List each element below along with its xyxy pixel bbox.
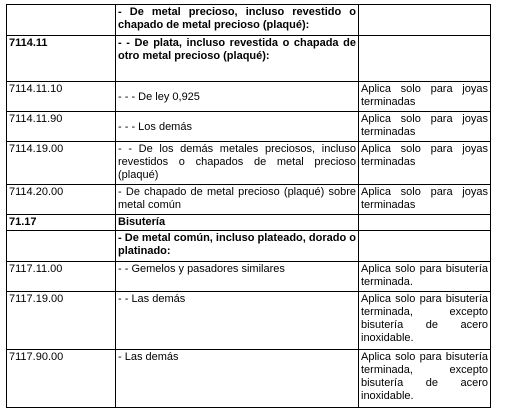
note-cell: Aplica solo para joyas terminadas bbox=[359, 82, 491, 112]
tariff-code-cell: 7114.11.90 bbox=[7, 112, 116, 142]
description-cell: - - Las demás bbox=[116, 292, 359, 350]
description-cell: - De metal precioso, incluso revestido o chapado de metal precioso (plaqué): bbox=[116, 5, 359, 36]
table-row bbox=[7, 142, 491, 185]
note-cell: Aplica solo para joyas terminadas bbox=[359, 142, 491, 185]
description-cell: - - - Los demás bbox=[116, 112, 359, 142]
note-cell: Aplica solo para bisutería terminada, excepto bisutería de acero inoxidable. bbox=[359, 292, 491, 350]
table-row bbox=[7, 262, 491, 292]
note-cell: Aplica solo para joyas terminadas bbox=[359, 112, 491, 142]
note-cell: Aplica solo para joyas terminadas bbox=[359, 185, 491, 215]
table-row bbox=[7, 292, 491, 350]
description-cell: - De metal común, incluso plateado, dorado o platinado: bbox=[116, 231, 359, 262]
description-cell: - - - De ley 0,925 bbox=[116, 82, 359, 112]
table-row bbox=[7, 185, 491, 215]
tariff-code-cell: 7114.20.00 bbox=[7, 185, 116, 215]
note-cell bbox=[359, 36, 491, 82]
table-row bbox=[7, 82, 491, 112]
description-cell: Bisutería bbox=[116, 215, 359, 231]
tariff-code-cell bbox=[7, 231, 116, 262]
table-row bbox=[7, 231, 491, 262]
tariff-table bbox=[6, 4, 491, 408]
tariff-code-cell: 71.17 bbox=[7, 215, 116, 231]
description-cell: - - De plata, incluso revestida o chapada de otro metal precioso (plaqué): bbox=[116, 36, 359, 82]
table-row bbox=[7, 215, 491, 231]
description-cell: - De chapado de metal precioso (plaqué) sobre metal común bbox=[116, 185, 359, 215]
tariff-code-cell: 7117.11.00 bbox=[7, 262, 116, 292]
note-cell: Aplica solo para bisutería terminada, excepto bisutería de acero inoxidable. bbox=[359, 350, 491, 408]
note-cell bbox=[359, 231, 491, 262]
note-cell bbox=[359, 215, 491, 231]
tariff-code-cell bbox=[7, 5, 116, 36]
tariff-code-cell: 7114.11.10 bbox=[7, 82, 116, 112]
note-cell: Aplica solo para bisutería terminada. bbox=[359, 262, 491, 292]
table-row bbox=[7, 350, 491, 408]
tariff-code-cell: 7117.90.00 bbox=[7, 350, 116, 408]
tariff-code-cell: 7117.19.00 bbox=[7, 292, 116, 350]
table-row bbox=[7, 112, 491, 142]
note-cell bbox=[359, 5, 491, 36]
description-cell: - Las demás bbox=[116, 350, 359, 408]
description-cell: - - De los demás metales preciosos, incluso revestidos o chapados de metal precioso (plaqué) bbox=[116, 142, 359, 185]
tariff-code-cell: 7114.19.00 bbox=[7, 142, 116, 185]
table-row bbox=[7, 36, 491, 82]
tariff-code-cell: 7114.11 bbox=[7, 36, 116, 82]
description-cell: - - Gemelos y pasadores similares bbox=[116, 262, 359, 292]
table-row bbox=[7, 5, 491, 36]
